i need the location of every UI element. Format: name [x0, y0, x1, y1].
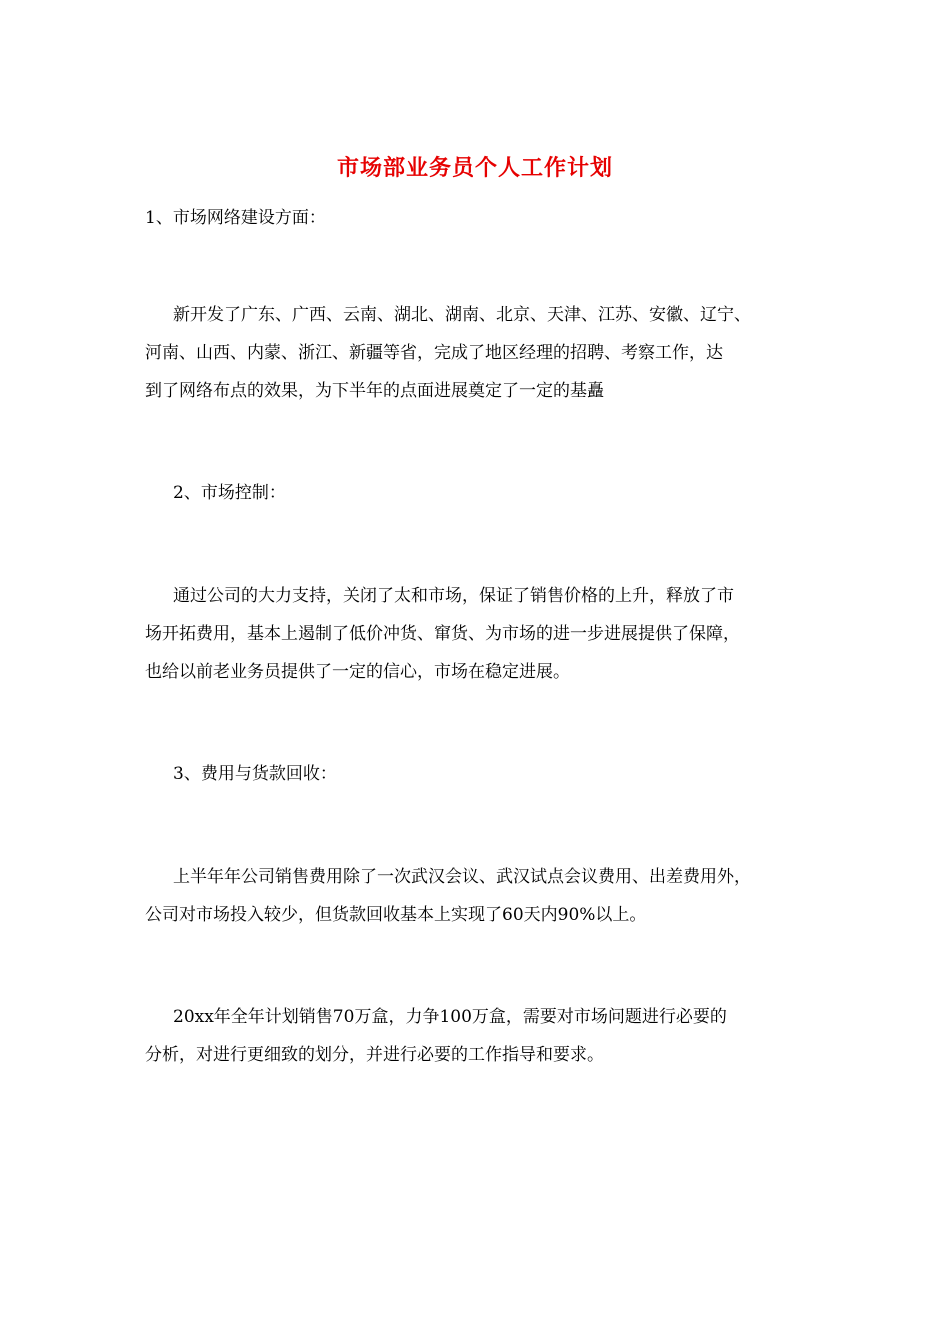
section-2-line-3: 也给以前老业务员提供了一定的信心，市场在稳定进展。 — [145, 662, 570, 682]
section-3-body — [145, 858, 825, 934]
section-2-line-1: 通过公司的大力支持，关闭了太和市场，保证了销售价格的上升，释放了市 — [173, 586, 734, 606]
section-2-body — [145, 577, 825, 691]
section-1-line-2: 河南、山西、内蒙、浙江、新疆等省，完成了地区经理的招聘、考察工作，达 — [145, 343, 723, 363]
closing-line-2: 分析，对进行更细致的划分，并进行必要的工作指导和要求。 — [145, 1045, 604, 1065]
section-2-line-2: 场开拓费用，基本上遏制了低价冲货、窜货、为市场的进一步进展提供了保障， — [145, 624, 740, 644]
section-3-line-1: 上半年年公司销售费用除了一次武汉会议、武汉试点会议费用、出差费用外， — [173, 867, 751, 887]
section-1-body — [145, 296, 825, 410]
section-3-line-2: 公司对市场投入较少，但货款回收基本上实现了60天内90%以上。 — [145, 905, 647, 925]
closing-line-1: 20xx年全年计划销售70万盒，力争100万盒，需要对市场问题进行必要的 — [173, 1007, 727, 1027]
document-title: 市场部业务员个人工作计划 — [336, 155, 613, 181]
section-1-line-3: 到了网络布点的效果，为下半年的点面进展奠定了一定的基矗 — [145, 381, 604, 401]
section-1-line-1: 新开发了广东、广西、云南、湖北、湖南、北京、天津、江苏、安徽、辽宁、 — [173, 305, 751, 325]
closing-paragraph — [145, 998, 825, 1074]
section-3-heading: 3、费用与货款回收： — [173, 764, 337, 784]
section-2-heading: 2、市场控制： — [173, 483, 286, 503]
section-1-heading: 1、市场网络建设方面： — [145, 208, 326, 228]
